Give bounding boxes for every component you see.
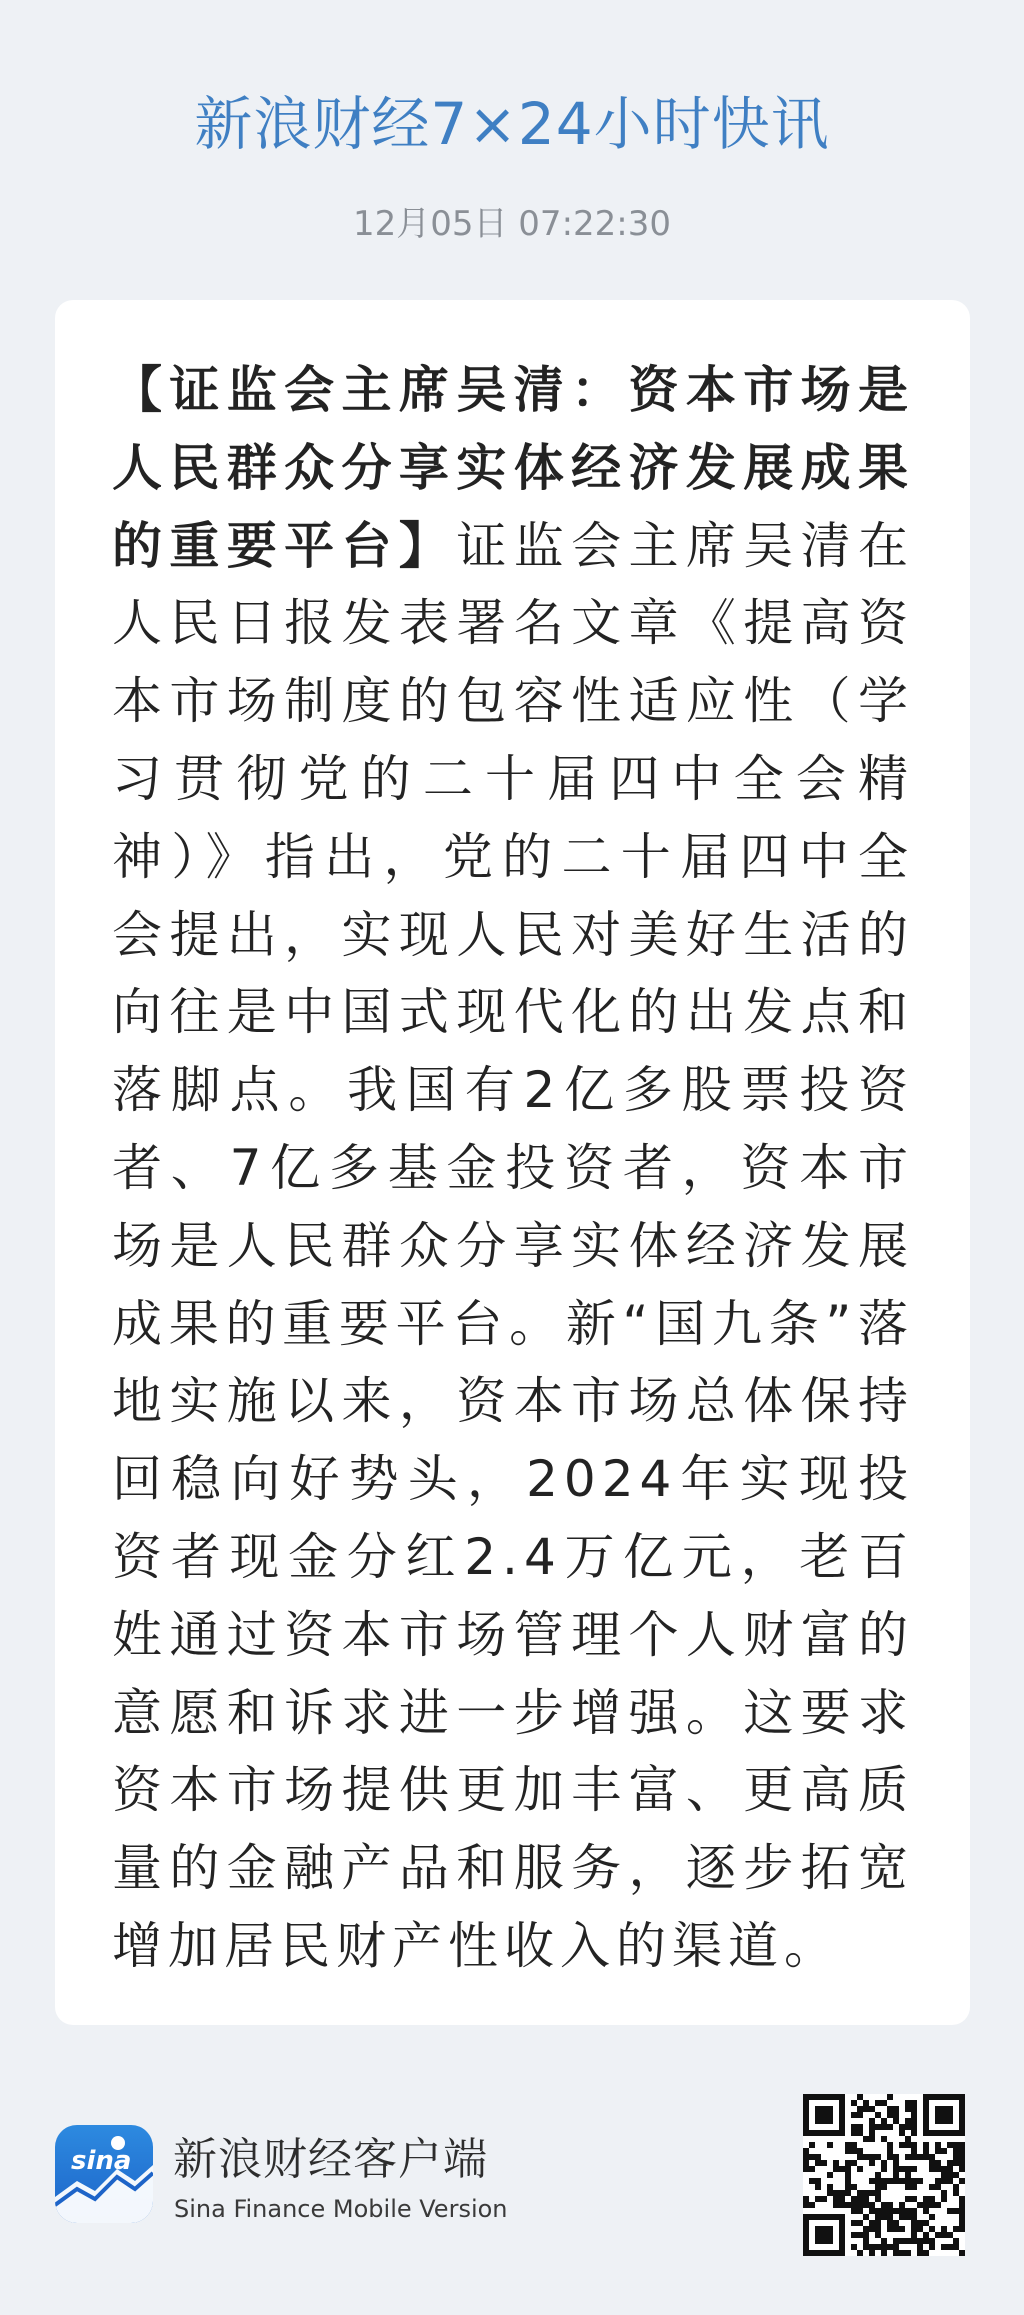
page-title: 新浪财经7×24小时快讯 <box>194 90 830 158</box>
app-name: 新浪财经客户端 <box>173 2134 488 2185</box>
article-body: 证监会主席吴清在人民日报发表署名文章《提高资本市场制度的包容性适应性（学习贯彻党的二十届四中全会精神）》指出，党的二十届四中全会提出，实现人民对美好生活的向往是中国式现代化的出发点和落脚点。我国有2亿多股票投资者、7亿多基金投资者，资本市场是人民群众分享实体经济发展成果的重要平台。新“国九条”落地实施以来，资本市场总体保持回稳向好势头，2024年实现投资者现金分红2.4万亿元，老百姓通过资本市场管理个人财富的意愿和诉求进一步增强。这要求资本市场提供更加丰富、更高质量的金融产品和服务，逐步拓宽增加居民财产性收入的渠道。 <box>112 516 915 1975</box>
sina-finance-logo-icon <box>55 2125 153 2223</box>
qr-code-graphic <box>803 2094 965 2256</box>
article-card <box>55 300 970 2025</box>
footer <box>0 2080 1024 2280</box>
article-text <box>112 352 914 1986</box>
article-headline: 【证监会主席吴清：资本市场是人民群众分享实体经济发展成果的重要平台】 <box>112 361 914 575</box>
logo-text: sina <box>71 2146 132 2176</box>
qr-code-icon <box>803 2094 965 2256</box>
logo-graphic <box>55 2125 153 2223</box>
app-subtitle: Sina Finance Mobile Version <box>174 2195 508 2223</box>
timestamp: 12月05日 07:22:30 <box>352 204 672 244</box>
